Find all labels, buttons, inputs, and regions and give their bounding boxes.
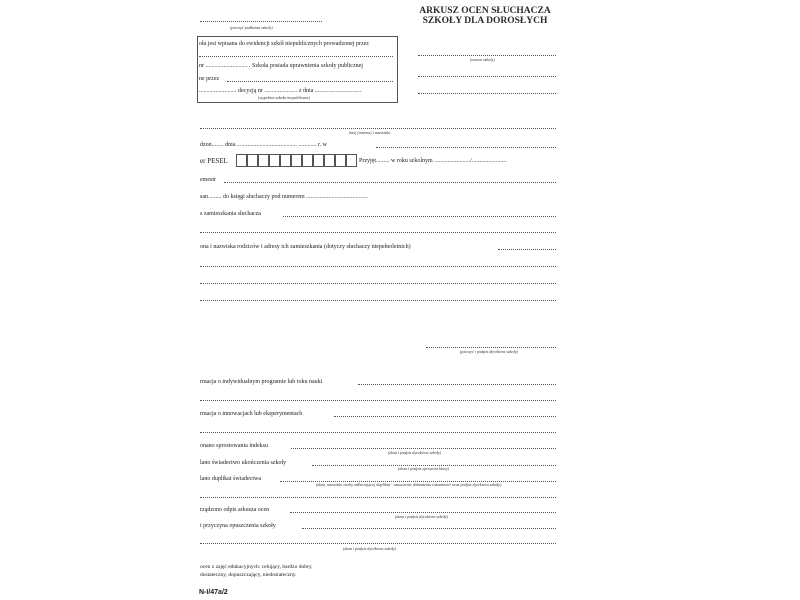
innovations-label: rmacja o innowacjach lub eksperymentach <box>200 411 303 417</box>
student-name-caption: imię (imiona) i nazwisko <box>349 130 391 135</box>
registry-fill-3[interactable] <box>227 81 393 82</box>
semester-line[interactable] <box>224 182 556 183</box>
page-title <box>400 7 570 27</box>
certificate-label: lano świadectwo ukończenia szkoły <box>200 460 287 466</box>
grades-scale-line-2: dostateczny, dopuszczający, niedostateczny. <box>200 572 297 578</box>
registry-line-4: ......................... decyzją nr ...................... z dnia ............................... <box>199 88 362 94</box>
pesel-digit[interactable] <box>280 154 291 167</box>
title-line-2: SZKOŁY DLA DOROSŁYCH <box>422 15 548 26</box>
leaving-label: i przyczyna opuszczenia szkoły <box>200 523 276 529</box>
stamp-caption: (pieczęć podłużna szkoły) <box>230 25 273 30</box>
birth-row: dzon........ dnia ........................................ ............ r. w <box>200 142 327 148</box>
certificate-caption: (data i podpis sprawcza klasy) <box>398 466 450 471</box>
student-name-line[interactable] <box>200 128 556 129</box>
parents-line-0[interactable] <box>498 249 556 250</box>
admission-row: Przyjęt......... w roku szkolnym ......................../....................... <box>359 158 507 164</box>
school-name-line-3[interactable] <box>418 93 556 94</box>
innovations-line-2[interactable] <box>200 432 556 433</box>
pesel-digit[interactable] <box>313 154 324 167</box>
leaving-line-2[interactable] <box>200 543 556 544</box>
residence-label: s zamieszkania słuchacza <box>200 211 261 217</box>
school-name-caption: (nazwa szkoły) <box>470 57 495 62</box>
leaving-line-1[interactable] <box>302 528 556 529</box>
stamp-line <box>200 21 322 22</box>
director-signature-line[interactable] <box>426 347 556 348</box>
pesel-digit[interactable] <box>291 154 302 167</box>
leaving-caption: (data i podpis dyrektora szkoły) <box>343 546 397 551</box>
registry-line-1: oła jest wpisana do ewidencji szkół niepublicznych prowadzonej przez <box>199 41 369 47</box>
parents-line-3[interactable] <box>200 300 556 301</box>
registry-line-3: ne przez <box>199 76 220 82</box>
birthplace-line[interactable] <box>376 147 556 148</box>
pesel-digit[interactable] <box>269 154 280 167</box>
copy-label: rządzono odpis arkusza ocen <box>200 507 270 513</box>
individual-program-label: rmacja o indywidualnym programie lub toku nauki <box>200 379 323 385</box>
pesel-label: er PESEL <box>200 157 228 165</box>
form-code: N-I/47a/2 <box>199 589 228 596</box>
individual-program-line-2[interactable] <box>200 400 556 401</box>
copy-line[interactable] <box>290 512 556 513</box>
residence-line-1[interactable] <box>283 216 556 217</box>
registry-line-2: nr ............................ . Szkoła posiada uprawnienia szkoły publicznej <box>199 63 363 69</box>
registry-caption: (wypełnia szkoła niepubliczna) <box>258 95 310 100</box>
parents-line-2[interactable] <box>200 283 556 284</box>
pesel-digit[interactable] <box>247 154 258 167</box>
individual-program-line-1[interactable] <box>358 384 556 385</box>
innovations-line-1[interactable] <box>334 416 556 417</box>
director-caption: (pieczęć i podpis dyrektora szkoły) <box>460 349 518 354</box>
index-fix-line[interactable] <box>291 448 556 449</box>
title-line-1: ARKUSZ OCEN SŁUCHACZA <box>419 6 551 16</box>
duplicate-caption: (data, nazwisko osoby odbierającej duplikat - oznaczenie dokumentu tożsamości oraz podpis dyrektora szkoły) <box>316 482 502 487</box>
index-fix-label: onano sprostowania indeksu <box>200 443 268 449</box>
school-name-line-2[interactable] <box>418 76 556 77</box>
parents-label: ona i nazwiska rodziców i adresy ich zamieszkania (dotyczy słuchaczy niepełnoletnich) <box>200 244 411 250</box>
duplicate-line-2[interactable] <box>200 497 556 498</box>
semester-label: emestr <box>200 177 216 183</box>
school-name-line-1[interactable] <box>418 55 556 56</box>
copy-caption: (data i podpis dyrektora szkoły) <box>395 514 449 519</box>
grades-scale-line-1: ocen z zajęć edukacyjnych: celujący, bardzo dobry, <box>200 564 313 570</box>
pesel-digit[interactable] <box>346 154 357 167</box>
parents-line-1[interactable] <box>200 266 556 267</box>
index-fix-caption: (data i podpis dyrektora szkoły) <box>388 450 442 455</box>
registry-fill-1[interactable] <box>199 56 393 57</box>
pesel-digit[interactable] <box>258 154 269 167</box>
residence-line-2[interactable] <box>200 232 556 233</box>
pesel-digit[interactable] <box>324 154 335 167</box>
pesel-digit[interactable] <box>302 154 313 167</box>
register-row: san......... do księgi słuchaczy pod numerem ......................................... <box>200 194 368 200</box>
duplicate-label: lano duplikat świadectwa <box>200 476 261 482</box>
pesel-digit[interactable] <box>236 154 247 167</box>
pesel-digit[interactable] <box>335 154 346 167</box>
